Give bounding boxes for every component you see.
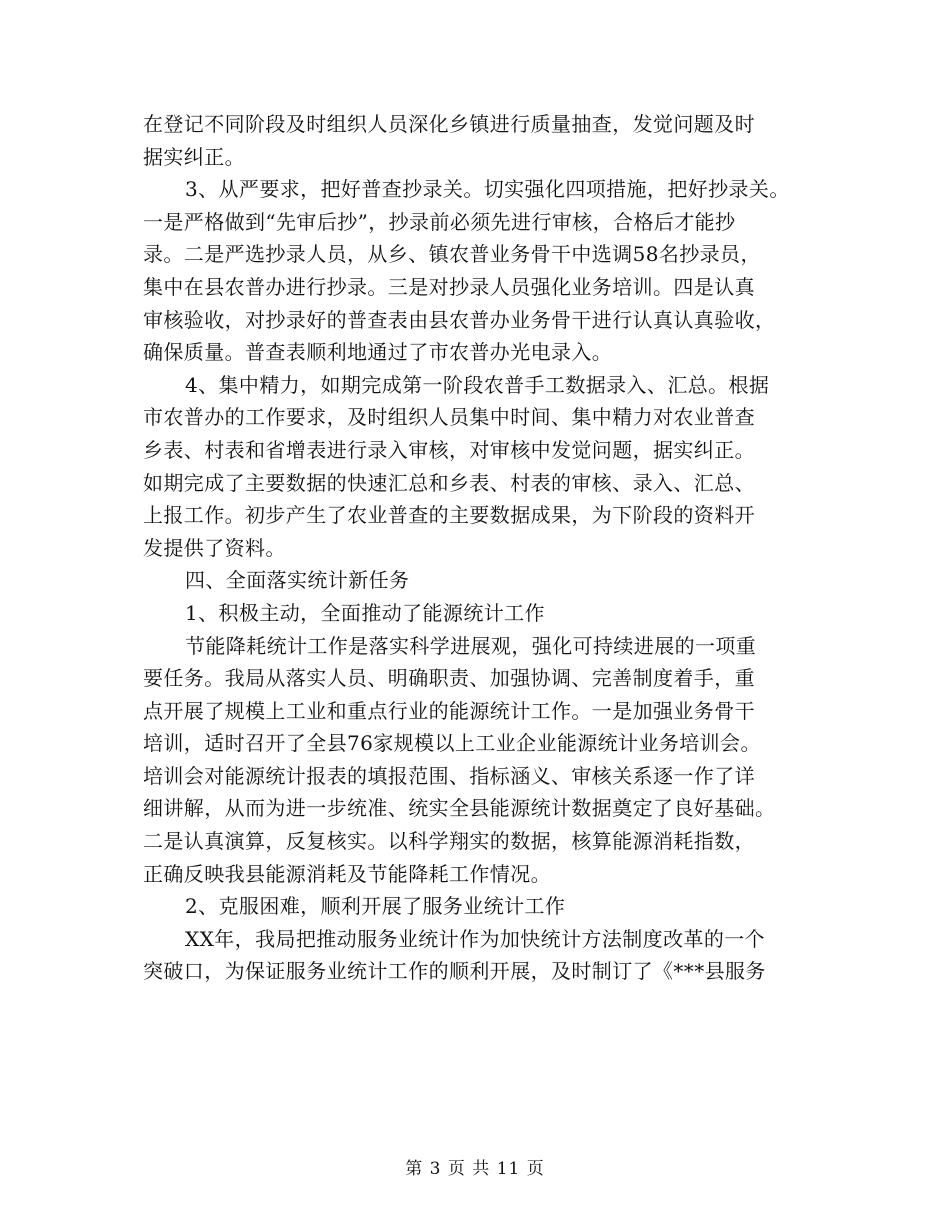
text-line: 录。二是严选抄录人员，从乡、镇农普业务骨干中选调58名抄录员， (143, 242, 761, 267)
text-line: 集中在县农普办进行抄录。三是对抄录人员强化业务培训。四是认真 (143, 274, 755, 299)
text-line: 突破口，为保证服务业统计工作的顺利开展，及时制订了《***县服务 (143, 959, 766, 984)
text-line: 正确反映我县能源消耗及节能降耗工作情况。 (143, 861, 551, 886)
text-line: 3、从严要求，把好普查抄录关。切实强化四项措施，把好抄录关。 (185, 177, 790, 202)
text-line: 细讲解，从而为进一步统准、统实全县能源统计数据奠定了良好基础。 (143, 796, 776, 821)
text-line: 确保质量。普查表顺利地通过了市农普办光电录入。 (143, 340, 613, 365)
text-line: 4、集中精力，如期完成第一阶段农普手工数据录入、汇总。根据 (185, 372, 770, 397)
page-footer (0, 1154, 950, 1179)
text-line: 发提供了资料。 (143, 535, 286, 560)
page-number-label: 第 3 页 共 11 页 (405, 1159, 545, 1179)
text-line: 如期完成了主要数据的快速汇总和乡表、村表的审核、录入、汇总、 (143, 470, 755, 495)
text-line: 点开展了规模上工业和重点行业的能源统计工作。一是加强业务骨干 (143, 698, 755, 723)
text-line: 培训，适时召开了全县76家规模以上工业企业能源统计业务培训会。 (143, 731, 761, 756)
text-line: 市农普办的工作要求，及时组织人员集中时间、集中精力对农业普查 (143, 405, 755, 430)
text-line: 二是认真演算，反复核实。以科学翔实的数据，核算能源消耗指数， (143, 829, 755, 854)
text-line: 要任务。我局从落实人员、明确职责、加强协调、完善制度着手，重 (143, 666, 755, 691)
text-line: 培训会对能源统计报表的填报范围、指标涵义、审核关系逐一作了详 (143, 763, 755, 788)
text-line: 节能降耗统计工作是落实科学进展观，强化可持续进展的一项重 (185, 633, 757, 658)
text-line: XX年，我局把推动服务业统计作为加快统计方法制度改革的一个 (185, 926, 766, 951)
text-line: 审核验收，对抄录好的普查表由县农普办业务骨干进行认真认真验收， (143, 307, 776, 332)
body-text (143, 108, 823, 988)
text-line: 在登记不同阶段及时组织人员深化乡镇进行质量抽查，发觉问题及时 (143, 112, 755, 136)
text-line: 1、积极主动，全面推动了能源统计工作 (185, 600, 545, 625)
text-line: 上报工作。初步产生了农业普查的主要数据成果，为下阶段的资料开 (143, 503, 755, 528)
text-line: 据实纠正。 (143, 144, 245, 169)
text-line: 一是严格做到“先审后抄”，抄录前必须先进行审核，合格后才能抄 (143, 209, 736, 234)
text-line: 四、全面落实统计新任务 (185, 568, 410, 593)
text-line: 乡表、村表和省增表进行录入审核，对审核中发觉问题，据实纠正。 (143, 437, 755, 462)
text-line: 2、克服困难，顺利开展了服务业统计工作 (185, 894, 566, 919)
